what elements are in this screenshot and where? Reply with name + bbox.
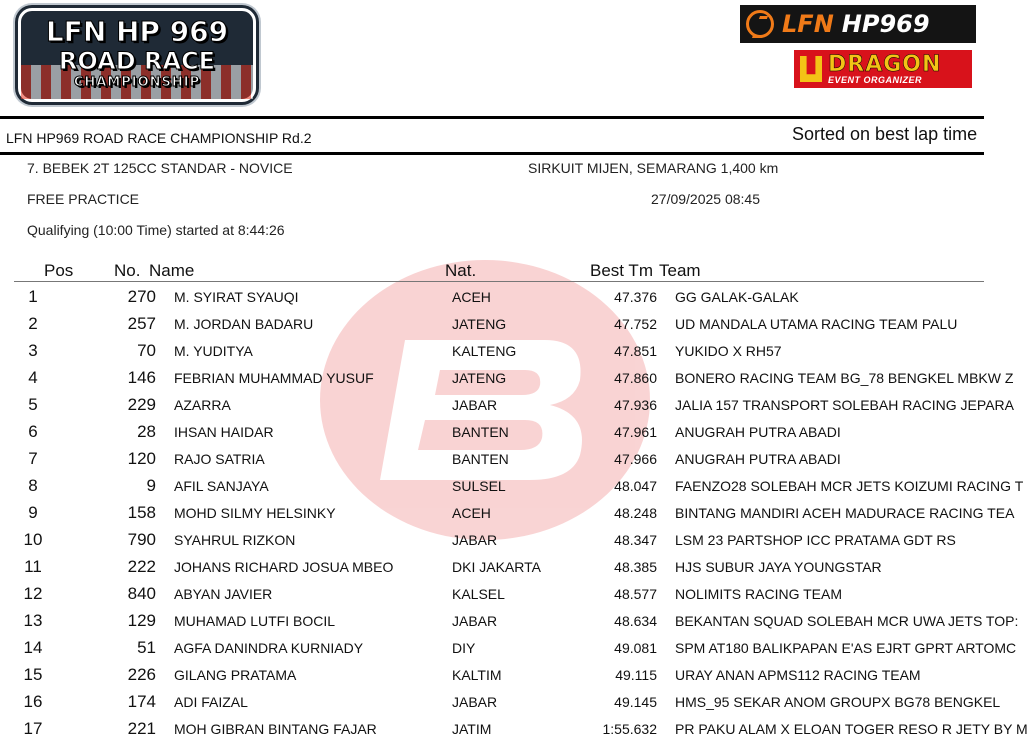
table-row xyxy=(14,310,992,337)
team-cell: HMS_95 SEKAR ANOM GROUPX BG78 BENGKEL xyxy=(675,693,1001,710)
position-cell: 5 xyxy=(28,394,38,414)
rider-name-cell: MOHD SILMY HELSINKY xyxy=(174,504,336,521)
rider-name-cell: JOHANS RICHARD JOSUA MBEO xyxy=(174,558,394,575)
position-cell: 15 xyxy=(23,664,43,684)
team-cell: JALIA 157 TRANSPORT SOLEBAH RACING JEPARA xyxy=(675,396,1014,413)
rider-name-cell: AFIL SANJAYA xyxy=(174,477,269,494)
table-row xyxy=(14,364,992,391)
qualifying-note: Qualifying (10:00 Time) started at 8:44:26 xyxy=(27,222,285,238)
best-time-cell: 48.248 xyxy=(614,504,657,521)
nationality-cell: BANTEN xyxy=(452,423,509,440)
team-cell: GG GALAK-GALAK xyxy=(675,288,799,305)
header-divider xyxy=(14,281,984,282)
table-row xyxy=(14,283,992,310)
best-time-cell: 47.961 xyxy=(614,423,657,440)
team-cell: ANUGRAH PUTRA ABADI xyxy=(675,450,841,467)
table-row xyxy=(14,661,992,688)
rider-number-cell: 129 xyxy=(127,610,156,630)
team-cell: FAENZO28 SOLEBAH MCR JETS KOIZUMI RACING T xyxy=(675,477,1024,494)
circuit-info: SIRKUIT MIJEN, SEMARANG 1,400 km xyxy=(528,160,779,176)
rider-number-cell: 270 xyxy=(127,286,156,306)
session-name: FREE PRACTICE xyxy=(27,191,140,207)
nationality-cell: JABAR xyxy=(452,693,498,710)
table-row xyxy=(14,634,992,661)
header-nat: Nat. xyxy=(445,261,477,280)
rider-name-cell: MOH GIBRAN BINTANG FAJAR xyxy=(174,720,377,737)
nationality-cell: JATENG xyxy=(452,315,507,332)
table-row xyxy=(14,499,992,526)
best-time-cell: 48.577 xyxy=(614,585,657,602)
rider-number-cell: 790 xyxy=(127,529,156,549)
lfn-logo-text: LFN xyxy=(782,10,834,38)
position-cell: 12 xyxy=(23,583,43,603)
rider-number-cell: 229 xyxy=(127,394,156,414)
rider-number-cell: 158 xyxy=(127,502,156,522)
rider-number-cell: 257 xyxy=(127,313,156,333)
logo-line-2: ROAD RACE xyxy=(58,47,216,75)
best-time-cell: 47.376 xyxy=(614,288,657,305)
nationality-cell: DIY xyxy=(452,639,476,656)
position-cell: 4 xyxy=(28,367,38,387)
dragon-event-organizer-logo xyxy=(794,50,972,88)
rider-name-cell: GILANG PRATAMA xyxy=(174,666,297,683)
lfn-emblem-icon xyxy=(746,10,774,38)
position-cell: 14 xyxy=(23,637,43,657)
team-cell: YUKIDO X RH57 xyxy=(675,342,782,359)
rider-number-cell: 222 xyxy=(127,556,156,576)
logo-line-1: LFN HP 969 xyxy=(45,15,229,48)
team-cell: HJS SUBUR JAYA YOUNGSTAR xyxy=(675,558,882,575)
rider-name-cell: RAJO SATRIA xyxy=(174,450,265,467)
table-row xyxy=(14,553,992,580)
best-time-cell: 48.385 xyxy=(614,558,657,575)
rider-number-cell: 9 xyxy=(146,475,156,495)
team-cell: UD MANDALA UTAMA RACING TEAM PALU xyxy=(675,315,958,332)
best-time-cell: 48.634 xyxy=(614,612,657,629)
header-no: No. xyxy=(114,261,141,280)
header-best-time: Best Tm xyxy=(590,261,653,280)
table-row xyxy=(14,688,992,715)
position-cell: 2 xyxy=(28,313,38,333)
rider-number-cell: 51 xyxy=(137,637,156,657)
team-cell: BONERO RACING TEAM BG_78 BENGKEL MBKW Z xyxy=(675,369,1014,386)
rider-name-cell: M. SYIRAT SYAUQI xyxy=(174,288,299,305)
rider-name-cell: MUHAMAD LUTFI BOCIL xyxy=(174,612,336,629)
rider-name-cell: FEBRIAN MUHAMMAD YUSUF xyxy=(174,369,374,386)
nationality-cell: BANTEN xyxy=(452,450,509,467)
rider-name-cell: ABYAN JAVIER xyxy=(174,585,273,602)
team-cell: NOLIMITS RACING TEAM xyxy=(675,585,842,602)
nationality-cell: JABAR xyxy=(452,531,498,548)
best-time-cell: 49.145 xyxy=(614,693,657,710)
rider-number-cell: 174 xyxy=(127,691,156,711)
nationality-cell: KALTIM xyxy=(452,666,502,683)
rider-number-cell: 221 xyxy=(127,718,156,738)
nationality-cell: JATENG xyxy=(452,369,507,386)
best-time-cell: 49.081 xyxy=(614,639,657,656)
team-cell: URAY ANAN APMS112 RACING TEAM xyxy=(675,666,921,683)
table-row xyxy=(14,337,992,364)
logo-line-3: CHAMPIONSHIP xyxy=(73,75,201,90)
dragon-emblem-icon xyxy=(800,56,822,82)
event-organizer-text: EVENT ORGANIZER xyxy=(828,74,923,85)
best-time-cell: 49.115 xyxy=(615,666,657,683)
rider-number-cell: 70 xyxy=(137,340,156,360)
position-cell: 17 xyxy=(23,718,43,738)
position-cell: 3 xyxy=(28,340,38,360)
table-row xyxy=(14,607,992,634)
lfn-hp969-logo xyxy=(740,5,976,43)
nationality-cell: ACEH xyxy=(452,504,491,521)
rider-number-cell: 120 xyxy=(127,448,156,468)
rider-number-cell: 226 xyxy=(127,664,156,684)
table-row xyxy=(14,445,992,472)
best-time-cell: 47.860 xyxy=(614,369,657,386)
results-table xyxy=(14,283,1028,742)
class-name: 7. BEBEK 2T 125CC STANDAR - NOVICE xyxy=(27,160,293,176)
nationality-cell: JABAR xyxy=(452,396,498,413)
table-row xyxy=(14,580,992,607)
team-cell: BEKANTAN SQUAD SOLEBAH MCR UWA JETS TOP: xyxy=(675,612,1019,629)
dragon-logo-text: DRAGON xyxy=(828,51,942,77)
best-time-cell: 47.752 xyxy=(614,315,657,332)
rider-name-cell: AZARRA xyxy=(174,396,231,413)
nationality-cell: JATIM xyxy=(452,720,492,737)
header-team: Team xyxy=(659,261,701,280)
team-cell: ANUGRAH PUTRA ABADI xyxy=(675,423,841,440)
table-row xyxy=(14,391,992,418)
best-time-cell: 1:55.632 xyxy=(602,720,657,737)
sort-note: Sorted on best lap time xyxy=(792,124,978,144)
rider-number-cell: 840 xyxy=(127,583,156,603)
best-time-cell: 48.347 xyxy=(614,531,657,548)
nationality-cell: DKI JAKARTA xyxy=(452,558,541,575)
nationality-cell: SULSEL xyxy=(452,477,506,494)
session-datetime: 27/09/2025 08:45 xyxy=(651,191,760,207)
position-cell: 16 xyxy=(23,691,43,711)
results-body xyxy=(14,283,1028,742)
nationality-cell: ACEH xyxy=(452,288,491,305)
team-cell: PR PAKU ALAM X ELOAN TOGER RESO R JETY BY M xyxy=(675,720,1028,737)
rider-name-cell: SYAHRUL RIZKON xyxy=(174,531,296,548)
rider-name-cell: M. YUDITYA xyxy=(174,342,253,359)
top-divider xyxy=(0,116,984,119)
table-row xyxy=(14,472,992,499)
position-cell: 11 xyxy=(24,556,42,576)
team-cell: BINTANG MANDIRI ACEH MADURACE RACING TEA xyxy=(675,504,1015,521)
nationality-cell: KALTENG xyxy=(452,342,517,359)
position-cell: 7 xyxy=(28,448,38,468)
best-time-cell: 48.047 xyxy=(614,477,657,494)
header-name: Name xyxy=(149,261,195,280)
position-cell: 6 xyxy=(28,421,38,441)
rider-name-cell: IHSAN HAIDAR xyxy=(174,423,274,440)
rider-name-cell: M. JORDAN BADARU xyxy=(174,315,314,332)
rider-name-cell: AGFA DANINDRA KURNIADY xyxy=(174,639,364,656)
table-row xyxy=(14,715,992,742)
position-cell: 9 xyxy=(28,502,38,522)
championship-title: LFN HP969 ROAD RACE CHAMPIONSHIP Rd.2 xyxy=(6,130,312,146)
best-time-cell: 47.851 xyxy=(614,342,657,359)
nationality-cell: JABAR xyxy=(452,612,498,629)
best-time-cell: 47.966 xyxy=(614,450,657,467)
header-pos: Pos xyxy=(44,261,74,280)
position-cell: 1 xyxy=(28,286,38,306)
position-cell: 8 xyxy=(28,475,38,495)
championship-logo xyxy=(18,8,256,102)
title-divider xyxy=(0,152,984,155)
nationality-cell: KALSEL xyxy=(452,585,505,602)
best-time-cell: 47.936 xyxy=(614,396,657,413)
team-cell: SPM AT180 BALIKPAPAN E'AS EJRT GPRT ARTOMC xyxy=(675,639,1017,656)
position-cell: 10 xyxy=(23,529,43,549)
table-row xyxy=(14,526,992,553)
rider-number-cell: 146 xyxy=(127,367,156,387)
hp969-logo-text: HP969 xyxy=(841,10,930,38)
rider-name-cell: ADI FAIZAL xyxy=(174,693,248,710)
team-cell: LSM 23 PARTSHOP ICC PRATAMA GDT RS xyxy=(675,531,956,548)
rider-number-cell: 28 xyxy=(137,421,156,441)
position-cell: 13 xyxy=(23,610,43,630)
table-row xyxy=(14,418,992,445)
